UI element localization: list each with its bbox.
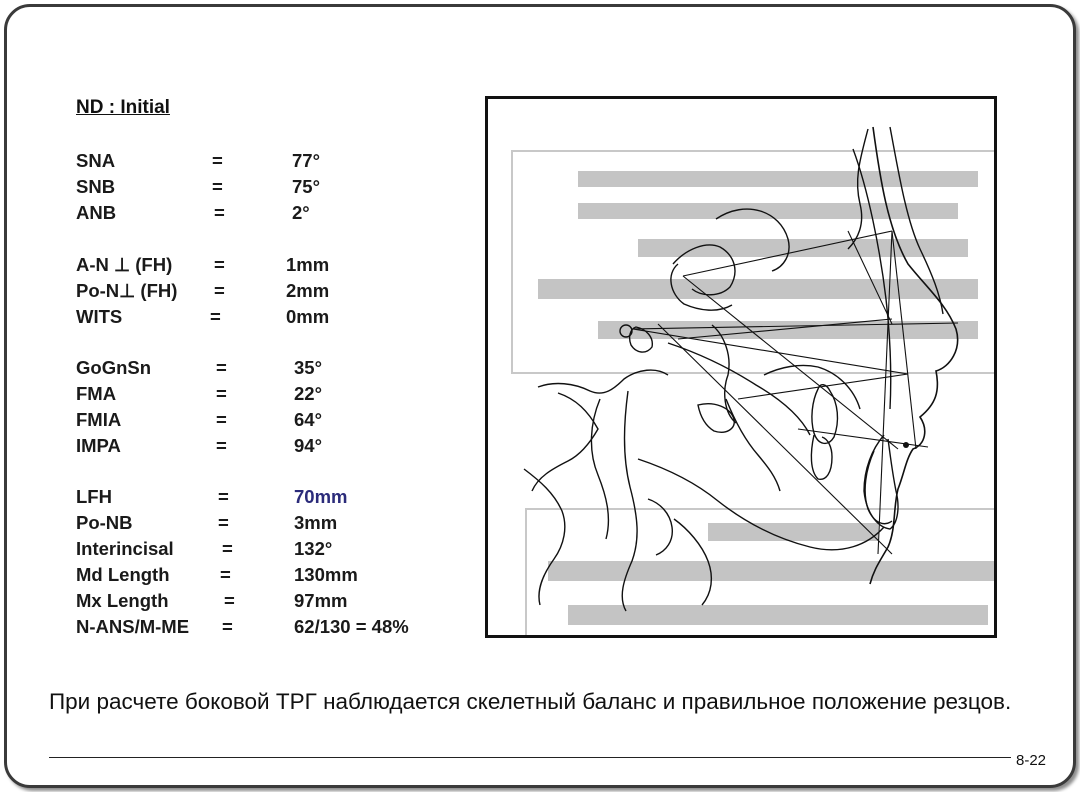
slide-caption: При расчете боковой ТРГ наблюдается скелетный баланс и правильное положение резцов. xyxy=(49,689,1012,714)
measure-label: A-N ⊥ (FH) xyxy=(76,254,173,275)
measure-eq: = xyxy=(214,202,225,223)
measure-eq: = xyxy=(212,150,223,171)
measure-value: 1mm xyxy=(286,254,330,275)
measure-label: Po-N⊥ (FH) xyxy=(76,280,178,301)
measure-value: 97mm xyxy=(294,590,348,611)
measure-value: 2mm xyxy=(286,280,330,301)
measure-eq: = xyxy=(210,306,221,327)
measure-label: WITS xyxy=(76,306,123,327)
measure-value: 62/130 = 48% xyxy=(294,616,409,637)
measure-label: FMA xyxy=(76,383,117,404)
measure-eq: = xyxy=(218,486,229,507)
measure-label: Md Length xyxy=(76,564,170,585)
measure-eq: = xyxy=(224,590,235,611)
measure-value: 75° xyxy=(292,176,320,197)
measure-label: LFH xyxy=(76,486,112,507)
measure-label: N-ANS/M-ME xyxy=(76,616,190,637)
measure-value: 132° xyxy=(294,538,333,559)
measure-eq: = xyxy=(214,254,225,275)
measure-value: 70mm xyxy=(294,486,348,507)
measure-value: 130mm xyxy=(294,564,358,585)
measure-eq: = xyxy=(216,357,227,378)
measure-eq: = xyxy=(216,435,227,456)
measure-value: 77° xyxy=(292,150,320,171)
measure-value: 3mm xyxy=(294,512,338,533)
measure-value: 64° xyxy=(294,409,322,430)
measure-value: 0mm xyxy=(286,306,330,327)
measure-value: 22° xyxy=(294,383,322,404)
measure-label: SNA xyxy=(76,150,116,171)
tracing-drawing xyxy=(488,99,994,635)
measure-eq: = xyxy=(212,176,223,197)
measure-label: ANB xyxy=(76,202,117,223)
measure-eq: = xyxy=(222,538,233,559)
measure-label: IMPA xyxy=(76,435,121,456)
page-number: 8-22 xyxy=(1016,752,1047,769)
measure-label: Po-NB xyxy=(76,512,133,533)
footer-divider xyxy=(49,757,1011,758)
measure-label: Interincisal xyxy=(76,538,174,559)
measure-eq: = xyxy=(218,512,229,533)
table-title: ND : Initial xyxy=(76,97,170,118)
cephalometric-tracing-image xyxy=(485,96,997,638)
measure-eq: = xyxy=(216,383,227,404)
measure-value: 35° xyxy=(294,357,322,378)
measure-value: 94° xyxy=(294,435,322,456)
measure-label: GoGnSn xyxy=(76,357,152,378)
measure-label: Mx Length xyxy=(76,590,169,611)
measure-label: FMIA xyxy=(76,409,122,430)
measure-eq: = xyxy=(222,616,233,637)
measure-value: 2° xyxy=(292,202,310,223)
measure-label: SNB xyxy=(76,176,116,197)
measure-eq: = xyxy=(214,280,225,301)
measure-eq: = xyxy=(220,564,231,585)
measure-eq: = xyxy=(216,409,227,430)
